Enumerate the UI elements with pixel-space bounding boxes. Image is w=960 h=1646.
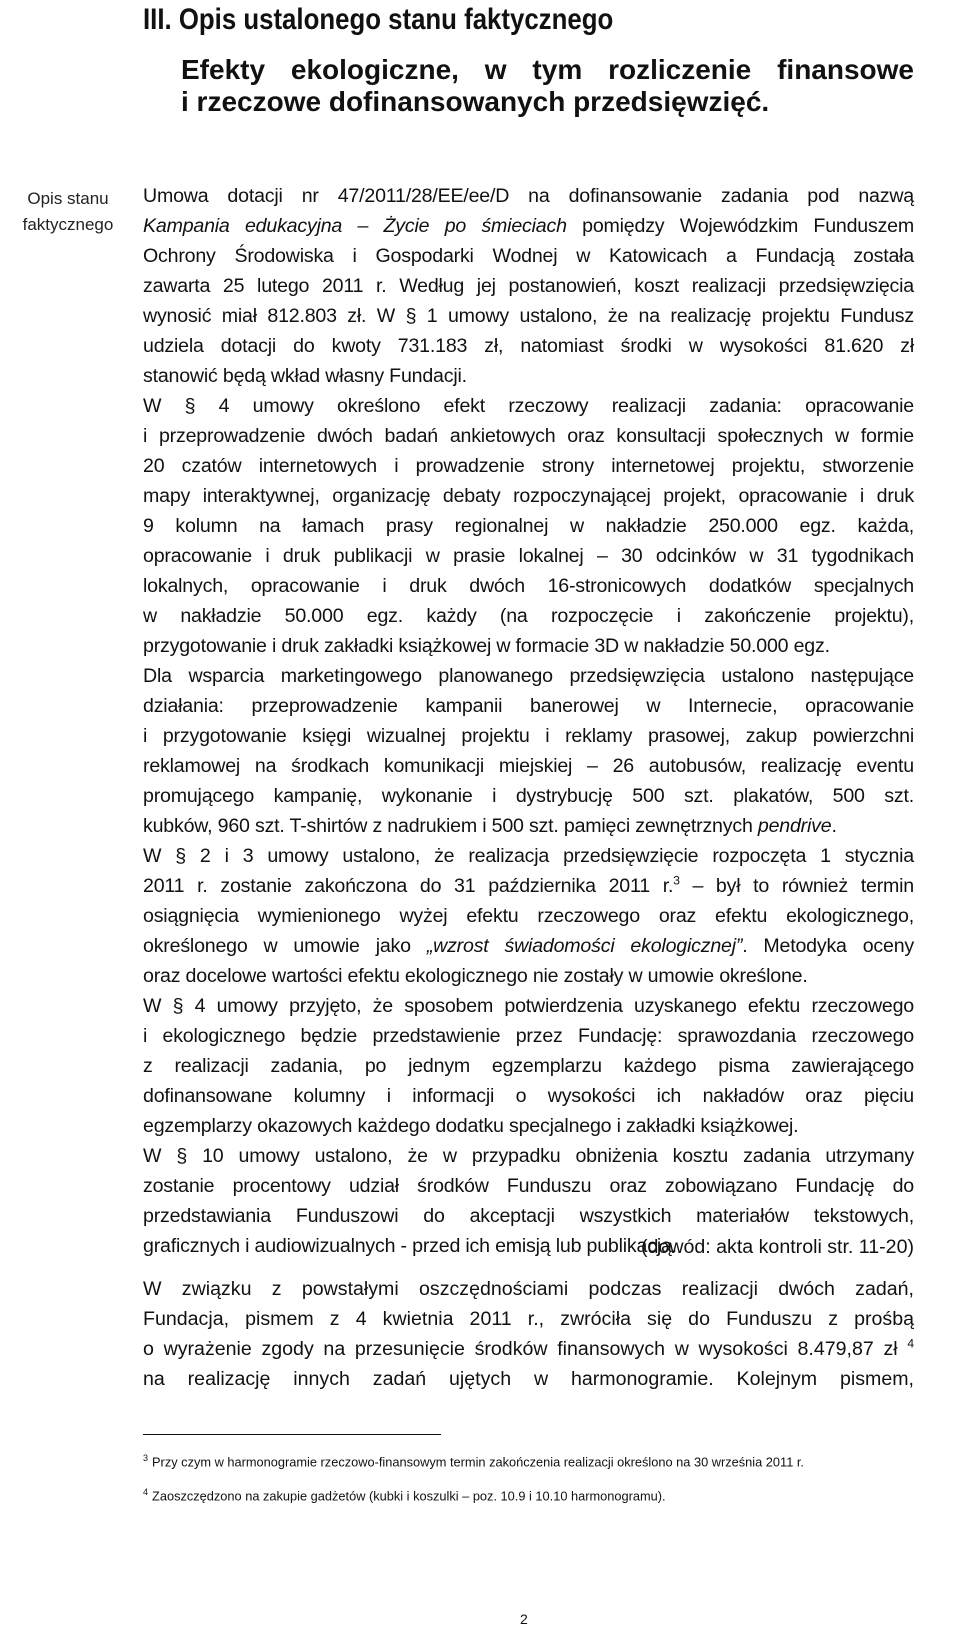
text-line: i przeprowadzenie dwóch badań ankietowych oraz konsultacji społecznych w formie	[143, 425, 914, 447]
text-line: Ochrony Środowiska i Gospodarki Wodnej w Katowicach a Fundacją została	[143, 245, 914, 267]
text-line: mapy interaktywnej, organizację debaty rozpoczynającej projekt, opracowanie i druk	[143, 485, 914, 507]
paragraph-contract	[143, 181, 914, 391]
body-text	[143, 181, 914, 1261]
text-line: graficznych i audiowizualnych - przed ich emisją lub publikacją.	[143, 1235, 677, 1257]
footnote-text: Zaoszczędzono na zakupie gadżetów (kubki i koszulki – poz. 10.9 i 10.10 harmonogramu).	[152, 1488, 666, 1504]
text-line: i przygotowanie księgi wizualnej projektu i reklamy prasowej, zakup powierzchni	[143, 725, 914, 747]
text-line: przedstawiania Funduszowi do akceptacji wszystkich materiałów tekstowych,	[143, 1205, 914, 1227]
footnote-separator	[143, 1434, 441, 1435]
evidence-note: (dowód: akta kontroli str. 11-20)	[641, 1236, 914, 1258]
text-run: kubków, 960 szt. T-shirtów z nadrukiem i 500 szt. pamięci zewnętrznych	[143, 815, 758, 837]
footnote-mark: 3	[143, 1453, 149, 1463]
paragraph-savings	[143, 1274, 914, 1394]
text-line: opracowanie i druk publikacji w prasie lokalnej – 30 odcinków w 31 tygodnikach	[143, 545, 914, 567]
text-line	[143, 931, 914, 961]
text-line: i ekologicznego będzie przedstawienie przez Fundację: sprawozdania rzeczowego	[143, 1025, 914, 1047]
text-run: – był to również termin	[679, 875, 914, 897]
text-line: egzemplarzy okazowych każdego dodatku specjalnego i zakładki książkowej.	[143, 1115, 799, 1137]
paragraph-effect	[143, 391, 914, 661]
italic-text: pendrive	[757, 815, 832, 837]
text-line: wynosić miał 812.803 zł. W § 1 umowy ustalono, że na realizację projektu Fundusz	[143, 305, 914, 327]
text-line: lokalnych, opracowanie i druk dwóch 16-stronicowych dodatków specjalnych	[143, 575, 914, 597]
footnote	[143, 1449, 933, 1471]
text-line: oraz docelowe wartości efektu ekologicznego nie zostały w umowie określone.	[143, 965, 808, 987]
text-line	[143, 811, 914, 841]
italic-text: Kampania edukacyjna – Życie po śmieciach	[143, 215, 567, 237]
side-label-line: faktycznego	[22, 215, 114, 234]
text-run: . Metodyka oceny	[742, 935, 914, 957]
text-line: promującego kampanię, wykonanie i dystrybucję 500 szt. plakatów, 500 szt.	[143, 785, 914, 807]
text-line: Fundacja, pismem z 4 kwietnia 2011 r., zwróciła się do Funduszu z prośbą	[143, 1308, 914, 1330]
footnote-ref[interactable]: 3	[673, 873, 680, 888]
text-line: W § 2 i 3 umowy ustalono, że realizacja przedsięwzięcie rozpoczęta 1 stycznia	[143, 845, 914, 867]
text-line: zostanie procentowy udział środków Funduszu oraz zobowiązano Fundację do	[143, 1175, 914, 1197]
text-line: osiągnięcia wymienionego wyżej efektu rzeczowego oraz efektu ekologicznego,	[143, 905, 914, 927]
footnote-ref[interactable]: 4	[907, 1336, 914, 1351]
paragraph-marketing	[143, 661, 914, 841]
text-line: W związku z powstałymi oszczędnościami podczas realizacji dwóch zadań,	[143, 1278, 914, 1300]
text-line: Dla wsparcia marketingowego planowanego przedsięwzięcia ustalono następujące	[143, 665, 914, 687]
text-line: Umowa dotacji nr 47/2011/28/EE/ee/D na dofinansowanie zadania pod nazwą	[143, 185, 914, 207]
subtitle-line: Efekty ekologiczne, w tym rozliczenie finansowe	[181, 54, 914, 85]
text-line: działania: przeprowadzenie kampanii banerowej w Internecie, opracowanie	[143, 695, 914, 717]
text-run: .	[831, 815, 837, 837]
footnote	[143, 1483, 933, 1505]
text-line: W § 4 umowy przyjęto, że sposobem potwierdzenia uzyskanego efektu rzeczowego	[143, 995, 914, 1017]
text-line: W § 10 umowy ustalono, że w przypadku obniżenia kosztu zadania utrzymany	[143, 1145, 914, 1167]
text-line: na realizację innych zadań ujętych w harmonogramie. Kolejnym pismem,	[143, 1368, 914, 1390]
text-line: przygotowanie i druk zakładki książkowej w formacie 3D w nakładzie 50.000 egz.	[143, 635, 830, 657]
text-run: 2011 r. zostanie zakończona do 31 października 2011 r.	[143, 875, 674, 897]
section-title: III. Opis ustalonego stanu faktycznego	[143, 3, 614, 36]
paragraph-schedule	[143, 841, 914, 991]
text-line: dofinansowane kolumny i informacji o wysokości ich nakładów oraz pięciu	[143, 1085, 914, 1107]
text-line: zawarta 25 lutego 2011 r. Według jej postanowień, koszt realizacji przedsięwzięcia	[143, 275, 914, 297]
text-line: 20 czatów internetowych i prowadzenie strony internetowej projektu, stworzenie	[143, 455, 914, 477]
italic-text: „wzrost świadomości ekologicznej”	[426, 935, 743, 957]
footnote-text: Przy czym w harmonogramie rzeczowo-finansowym termin zakończenia realizacji określono na 30 września 2011 r.	[152, 1454, 804, 1470]
text-line	[143, 211, 914, 241]
footnotes	[143, 1449, 933, 1518]
text-line: 9 kolumn na łamach prasy regionalnej w nakładzie 250.000 egz. każda,	[143, 515, 914, 537]
side-label-line: Opis stanu	[27, 189, 109, 208]
page-number: 2	[520, 1611, 528, 1627]
subtitle-line: i rzeczowe dofinansowanych przedsięwzięć.	[181, 86, 770, 117]
paragraph-verification	[143, 991, 914, 1141]
text-line	[143, 871, 914, 901]
text-line: w nakładzie 50.000 egz. każdy (na rozpoczęcie i zakończenie projektu),	[143, 605, 914, 627]
footnote-mark: 4	[143, 1487, 149, 1498]
side-label	[14, 186, 122, 238]
text-run: określonego w umowie jako	[143, 935, 427, 957]
text-line: z realizacji zadania, po jednym egzemplarzu każdego pisma zawierającego	[143, 1055, 914, 1077]
text-run: o wyrażenie zgody na przesunięcie środków finansowych w wysokości 8.479,87 zł	[143, 1338, 908, 1360]
text-line	[143, 1334, 914, 1364]
text-line: udziela dotacji do kwoty 731.183 zł, natomiast środki w wysokości 81.620 zł	[143, 335, 914, 357]
text-line: reklamowej na środkach komunikacji miejskiej – 26 autobusów, realizację eventu	[143, 755, 914, 777]
text-line: W § 4 umowy określono efekt rzeczowy realizacji zadania: opracowanie	[143, 395, 914, 417]
text-line: stanowić będą wkład własny Fundacji.	[143, 365, 467, 387]
subtitle	[181, 54, 914, 118]
text-run: pomiędzy Wojewódzkim Funduszem	[566, 215, 914, 237]
